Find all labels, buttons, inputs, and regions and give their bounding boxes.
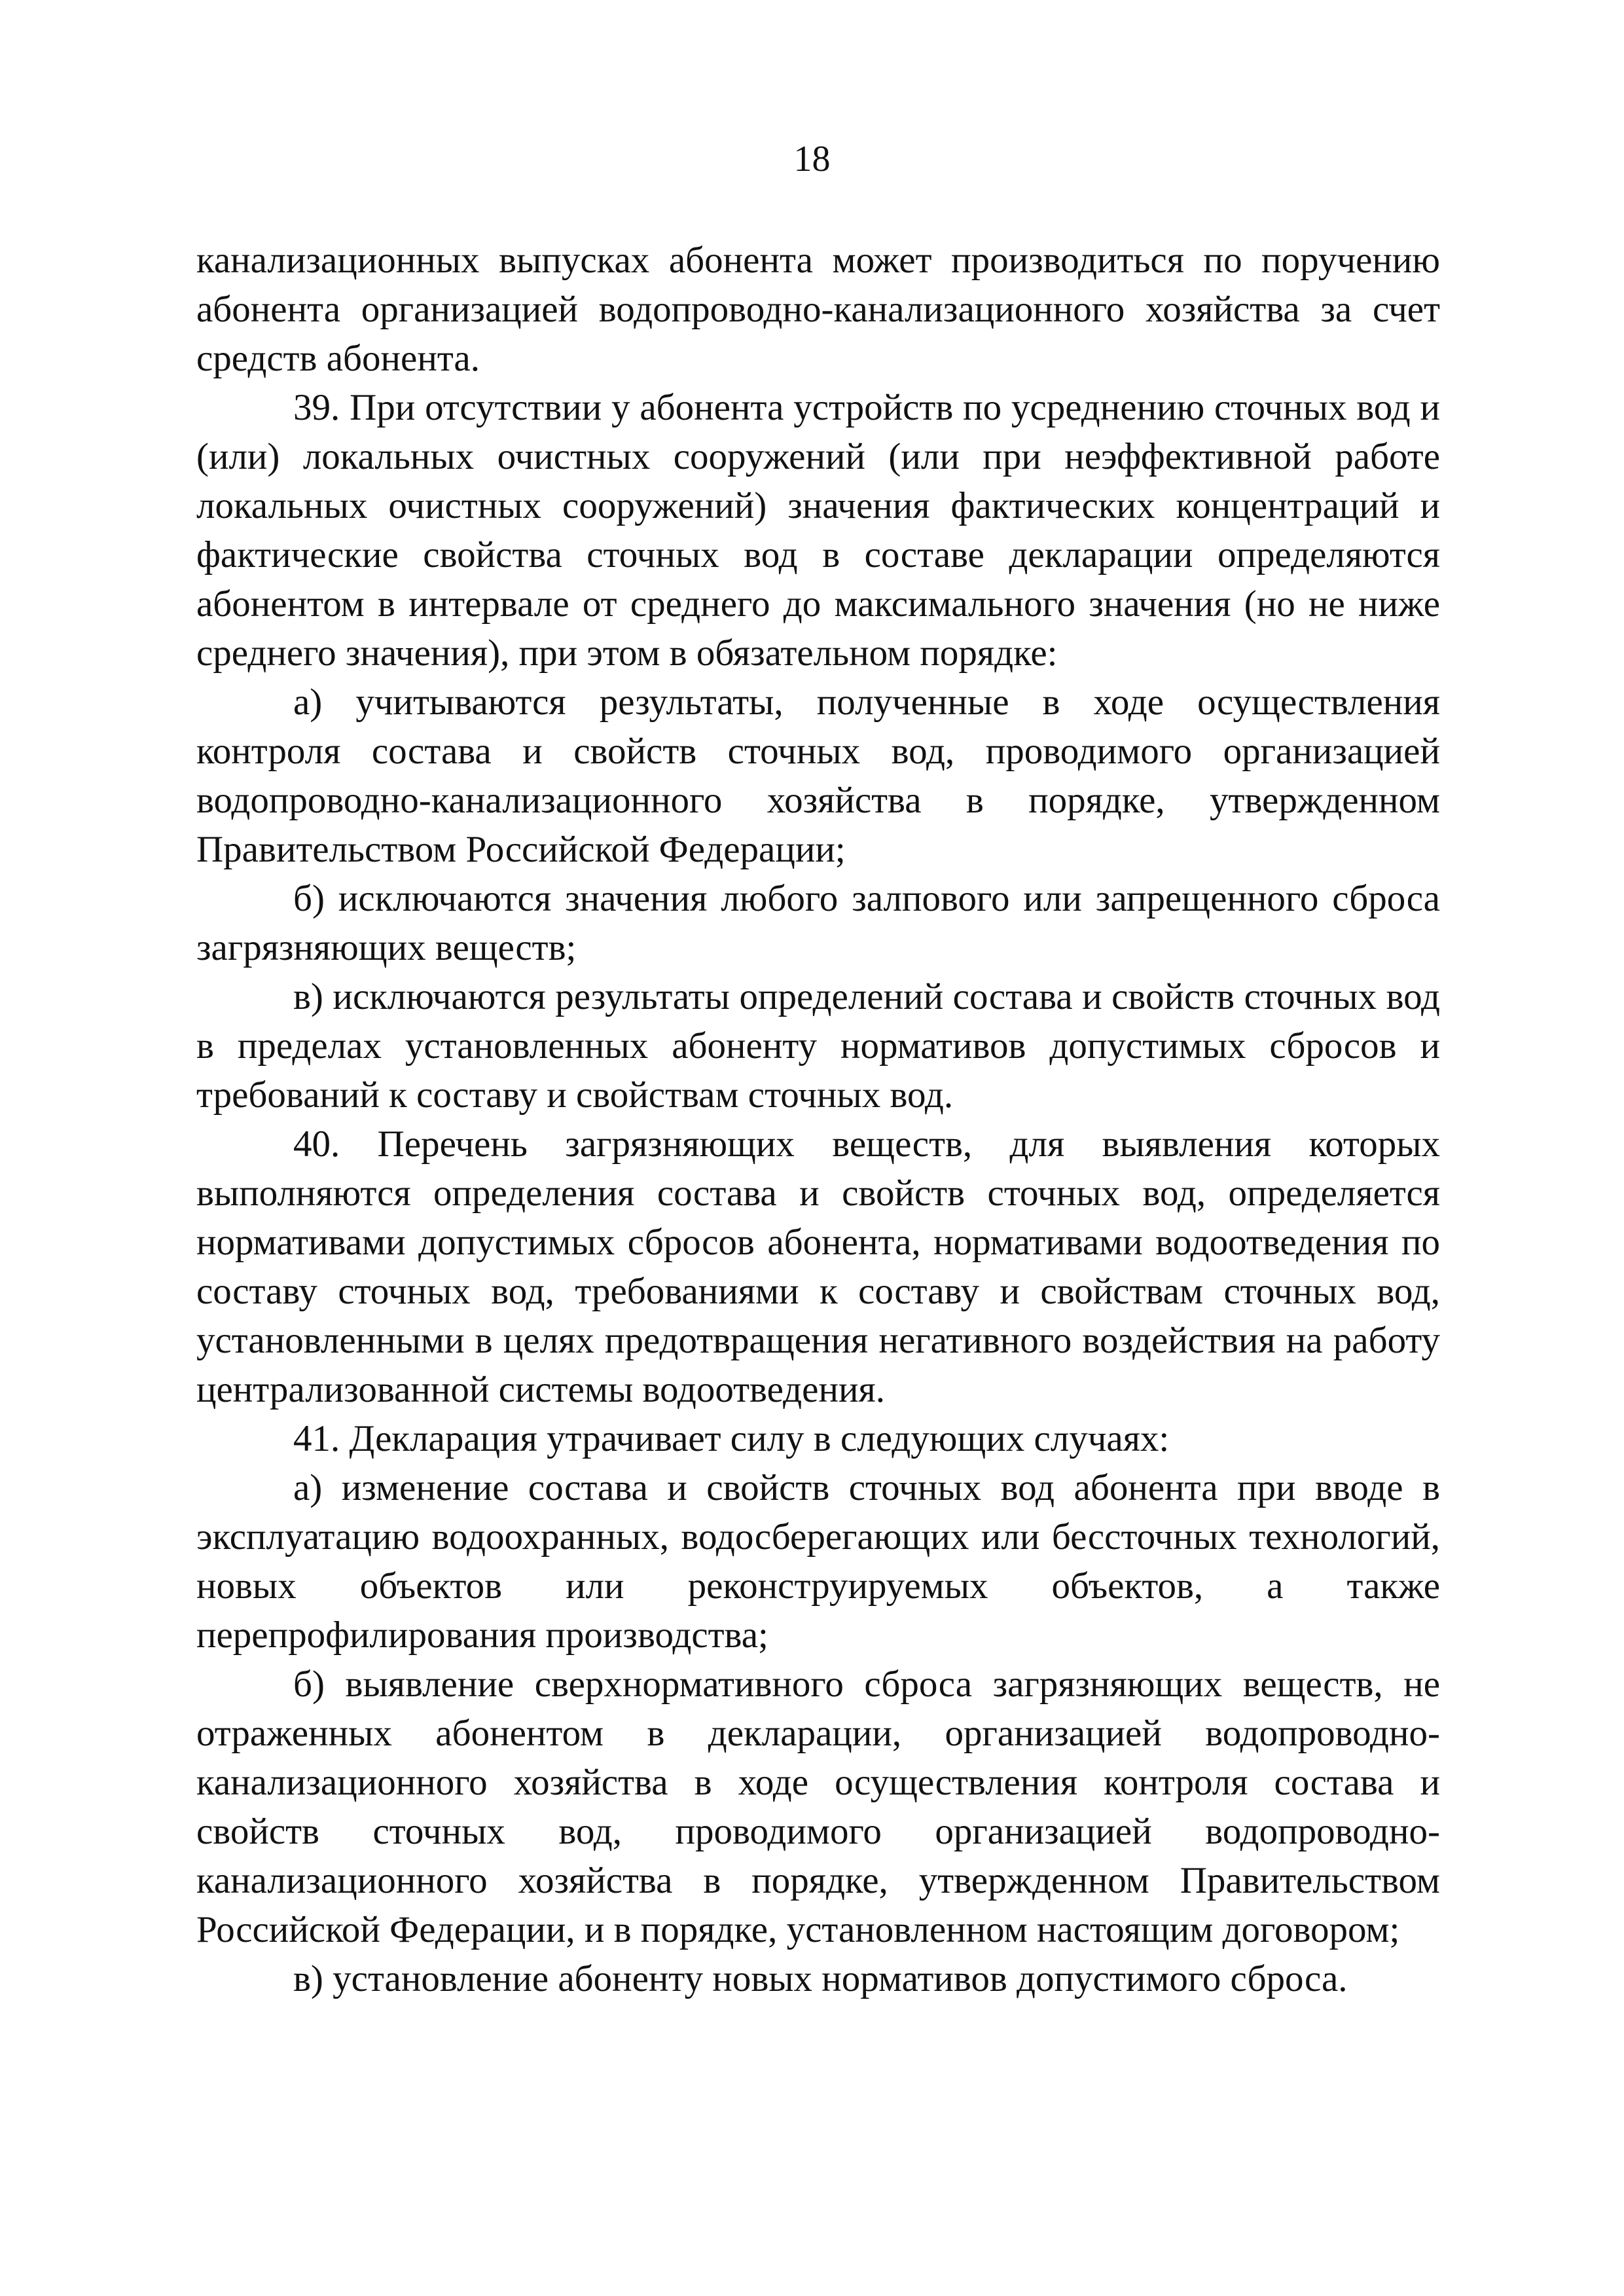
paragraph-39-subitem-a: а) учитываются результаты, полученные в ходе осуществления контроля состава и свойств сточных вод, проводимого организацией водопроводно-канализационного хозяйства в порядке, утвержденном Правительством Российской Федерации; <box>196 682 1440 870</box>
document-body <box>196 236 1440 2003</box>
paragraph-item-41: 41. Декларация утрачивает силу в следующих случаях: <box>293 1418 1170 1459</box>
paragraph-41-subitem-b: б) выявление сверхнормативного сброса загрязняющих веществ, не отраженных абонентом в декларации, организацией водопроводно-канализационного хозяйства в ходе осуществления контроля состава и свойств сточных вод, проводимого организацией водопроводно-канализационного хозяйства в порядке, утвержденном Правительством Российской Федерации, и в порядке, установленном настоящим договором; <box>196 1664 1440 1950</box>
paragraph-39-subitem-b: б) исключаются значения любого залпового или запрещенного сброса загрязняющих веществ; <box>196 878 1440 968</box>
paragraph-item-39: 39. При отсутствии у абонента устройств по усреднению сточных вод и (или) локальных очистных сооружений (или при неэффективной работе локальных очистных сооружений) значения фактических концентраций и фактические свойства сточных вод в составе декларации определяются абонентом в интервале от среднего до максимального значения (но не ниже среднего значения), при этом в обязательном порядке: <box>196 387 1440 674</box>
paragraph-item-40: 40. Перечень загрязняющих веществ, для выявления которых выполняются определения состава и свойств сточных вод, определяется нормативами допустимых сбросов абонента, нормативами водоотведения по составу сточных вод, требованиями к составу и свойствам сточных вод, установленными в целях предотвращения негативного воздействия на работу централизованной системы водоотведения. <box>196 1123 1440 1410</box>
paragraph-41-subitem-a: а) изменение состава и свойств сточных вод абонента при вводе в эксплуатацию водоохранных, водосберегающих или бессточных технологий, новых объектов или реконструируемых объектов, а также перепрофилирования производства; <box>196 1467 1440 1656</box>
paragraph-39-subitem-v: в) исключаются результаты определений состава и свойств сточных вод в пределах установленных абоненту нормативов допустимых сбросов и требований к составу и свойствам сточных вод. <box>196 976 1440 1116</box>
paragraph-41-subitem-v: в) установление абоненту новых нормативов допустимого сброса. <box>293 1958 1348 1999</box>
page-number: 18 <box>793 139 831 179</box>
paragraph-continuation: канализационных выпусках абонента может производиться по поручению абонента организацией водопроводно-канализационного хозяйства за счет средств абонента. <box>196 240 1440 379</box>
